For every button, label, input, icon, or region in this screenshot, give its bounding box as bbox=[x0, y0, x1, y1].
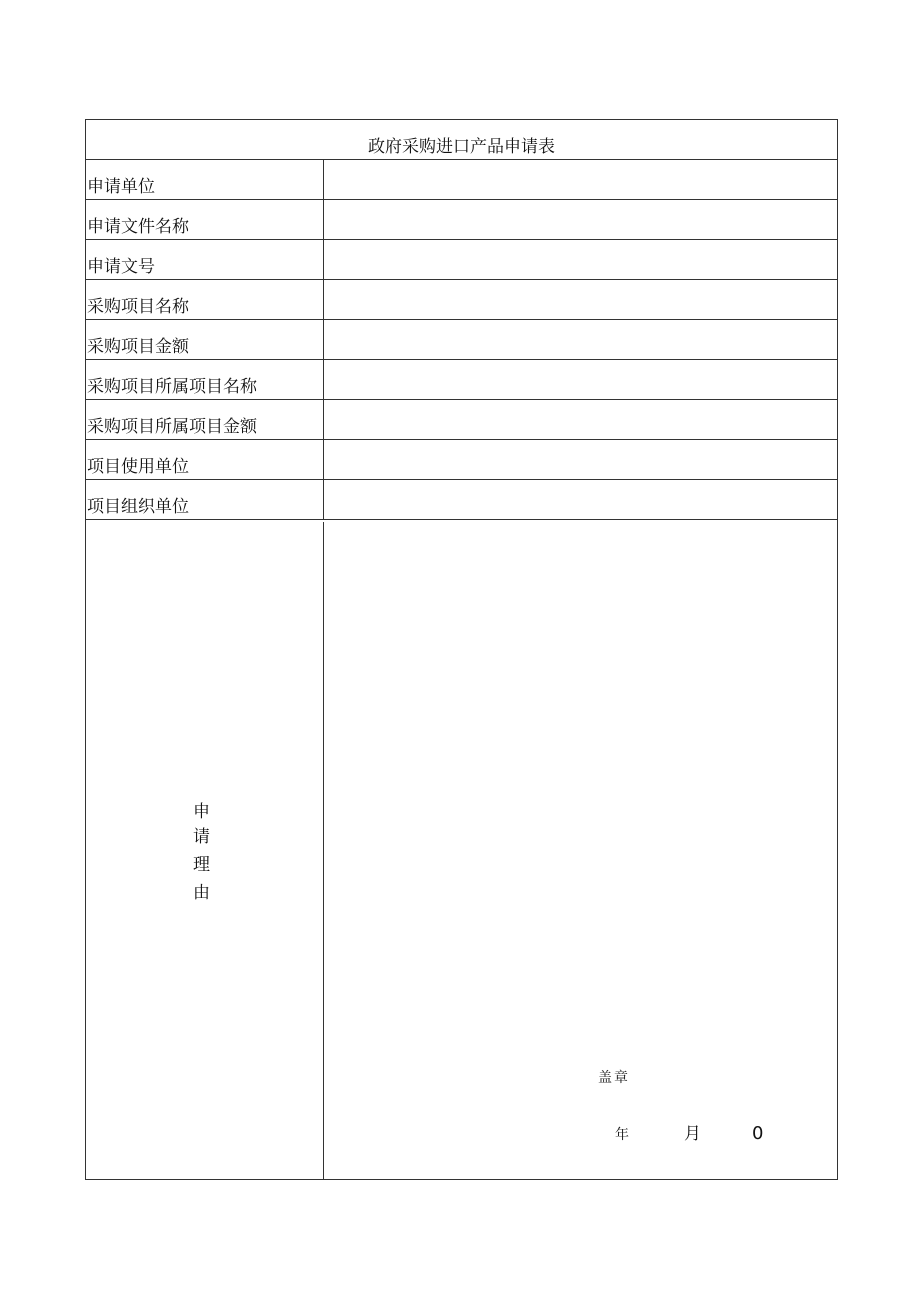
import-product-application-form bbox=[85, 119, 838, 1180]
field-label-cell bbox=[86, 280, 324, 319]
field-label: 项目使用单位 bbox=[87, 457, 189, 477]
field-row-project-name bbox=[86, 280, 837, 320]
field-label: 采购项目金额 bbox=[87, 337, 189, 357]
application-reason-field[interactable] bbox=[324, 522, 837, 1179]
reason-label-char: 请 bbox=[193, 827, 210, 847]
project-name-field[interactable] bbox=[324, 280, 837, 319]
field-row-document-name bbox=[86, 200, 837, 240]
field-row-applicant-unit bbox=[86, 160, 837, 200]
field-label: 申请单位 bbox=[87, 177, 155, 197]
field-label-cell bbox=[86, 240, 324, 279]
field-row-parent-project-name bbox=[86, 360, 837, 400]
applicant-unit-field[interactable] bbox=[324, 160, 837, 199]
field-label-cell bbox=[86, 160, 324, 199]
document-name-field[interactable] bbox=[324, 200, 837, 239]
field-label-cell bbox=[86, 480, 324, 519]
date-month-label: 月 bbox=[684, 1124, 701, 1144]
date-year-label: 年 bbox=[615, 1127, 629, 1143]
field-row-document-number bbox=[86, 240, 837, 280]
project-amount-field[interactable] bbox=[324, 320, 837, 359]
reason-label-char: 理 bbox=[193, 855, 210, 875]
parent-project-name-field[interactable] bbox=[324, 360, 837, 399]
date-day-label: 0 bbox=[752, 1123, 764, 1144]
field-label: 采购项目所属项目金额 bbox=[87, 417, 257, 437]
stamp-label: 盖章 bbox=[598, 1070, 630, 1086]
reason-label-cell bbox=[86, 522, 324, 1179]
field-label-cell bbox=[86, 400, 324, 439]
reason-label-char: 申 bbox=[193, 802, 210, 822]
field-label-cell bbox=[86, 360, 324, 399]
field-label-cell bbox=[86, 440, 324, 479]
form-title-row bbox=[86, 120, 837, 160]
field-label: 项目组织单位 bbox=[87, 497, 189, 517]
application-reason-row bbox=[86, 522, 837, 1179]
document-number-field[interactable] bbox=[324, 240, 837, 279]
field-label: 申请文号 bbox=[87, 257, 155, 277]
field-label-cell bbox=[86, 320, 324, 359]
field-row-project-amount bbox=[86, 320, 837, 360]
using-unit-field[interactable] bbox=[324, 440, 837, 479]
form-title: 政府采购进口产品申请表 bbox=[368, 137, 555, 157]
field-label: 采购项目所属项目名称 bbox=[87, 377, 257, 397]
reason-label-char: 由 bbox=[193, 883, 210, 903]
field-row-organizing-unit bbox=[86, 480, 837, 520]
field-row-parent-project-amount bbox=[86, 400, 837, 440]
field-label-cell bbox=[86, 200, 324, 239]
field-row-using-unit bbox=[86, 440, 837, 480]
field-label: 申请文件名称 bbox=[87, 217, 189, 237]
organizing-unit-field[interactable] bbox=[324, 480, 837, 519]
field-label: 采购项目名称 bbox=[87, 297, 189, 317]
parent-project-amount-field[interactable] bbox=[324, 400, 837, 439]
